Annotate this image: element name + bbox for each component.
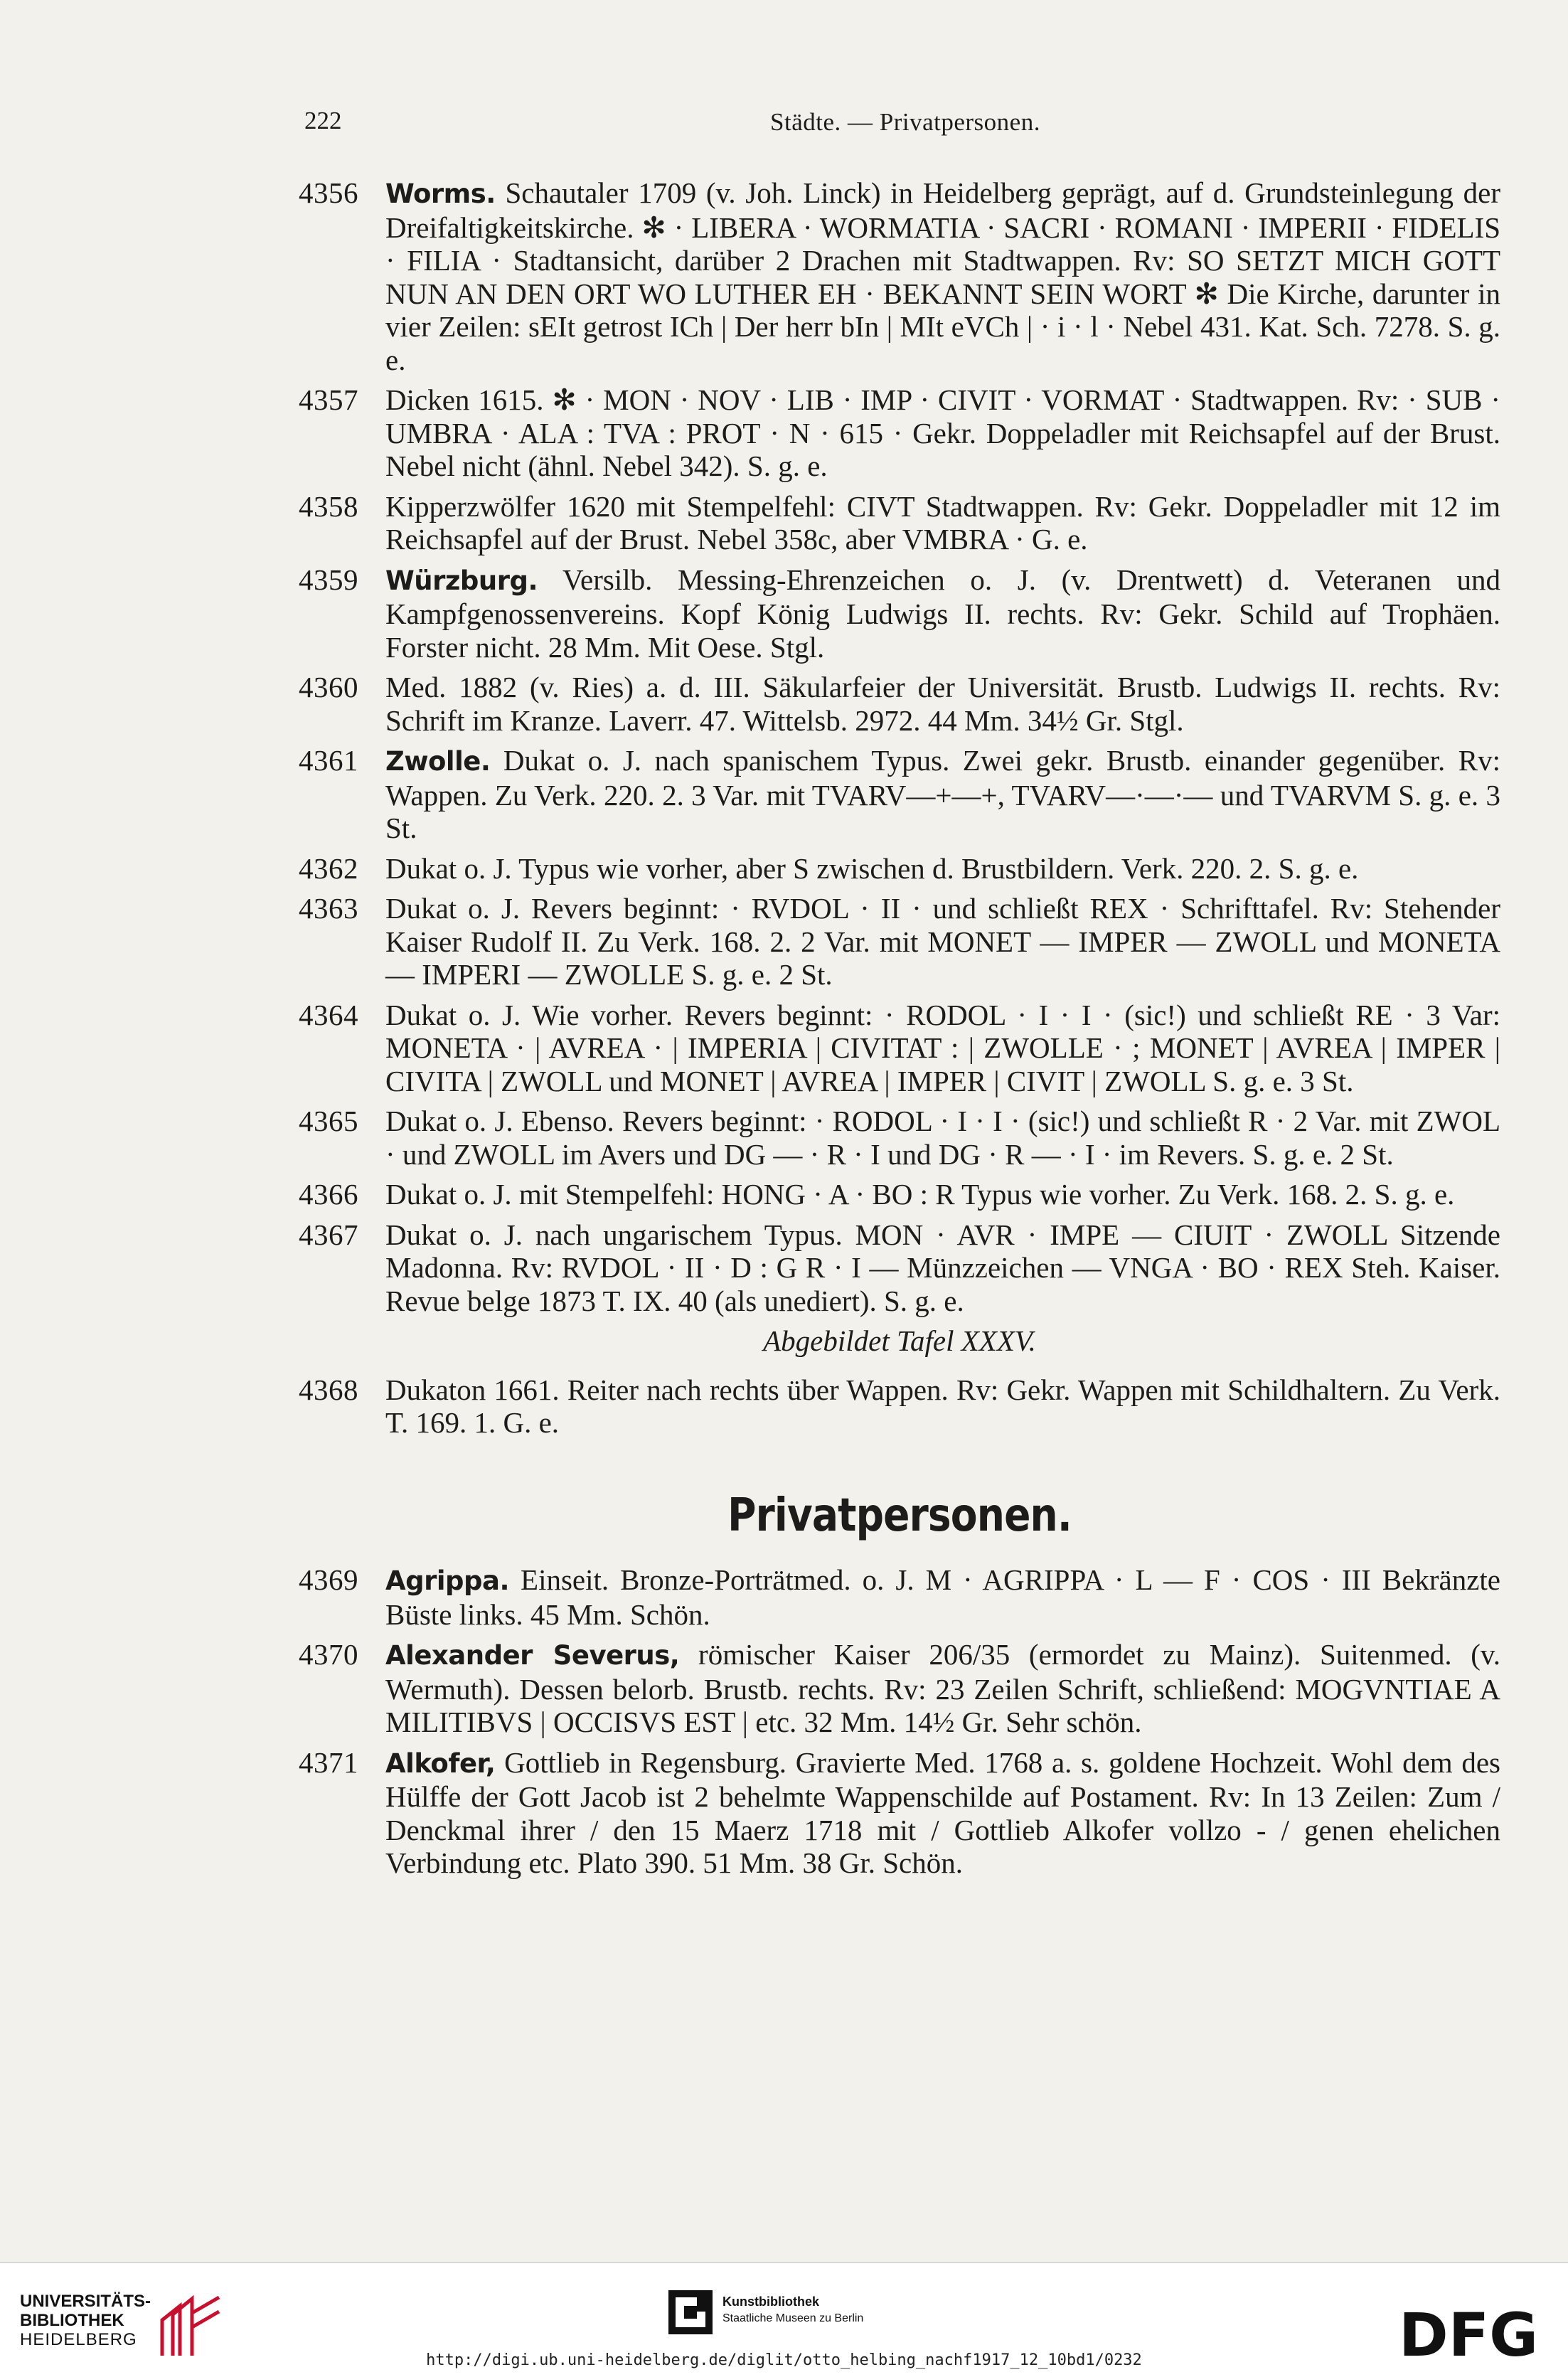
entry-number: 4356 [299, 176, 358, 209]
kunstbibliothek-text [722, 2293, 863, 2327]
entry-number: 4358 [299, 489, 358, 523]
catalogue-entry [299, 1373, 1500, 1440]
entry-number: 4367 [299, 1218, 358, 1251]
entry-description: Dukat o. J. Wie vorher. Revers beginnt: · RODOL · I · I · (sic!) und schließt RE · 3 Var: MONETA · | AVREA · | IMPERIA | CIVITAT : | ZWOLLE · ; MONET | AVREA | IMPER | CIVITA | ZWOLL und MONET | AVREA | IMPER | CIVIT | ZWOLL S. g. e. 3 St. [385, 998, 1500, 1097]
entry-description: Dukat o. J. Revers beginnt: · RVDOL · II · und schließt REX · Schrifttafel. Rv: Stehender Kaiser Rudolf II. Zu Verk. 168. 2. 2 Var. mit MONET — IMPER — ZWOLL und MONETA — IMPERI — ZWOLLE S. g. e. 2 St. [385, 892, 1500, 991]
running-title: Städte. — Privatpersonen. [770, 108, 1040, 136]
section-heading: Privatpersonen. [727, 1489, 1072, 1542]
entry-number: 4360 [299, 671, 358, 703]
entry-number: 4364 [299, 998, 358, 1031]
entry-description: Dukat o. J. nach ungarischem Typus. MON · AVR · IMPE — CIUIT · ZWOLL Sitzende Madonna. Rv: RVDOL · II · D : G R · I — Münzzeichen — VNGA · BO · REX Steh. Kaiser. Revue belge 1873 T. IX. 40 (als unediert). S. g. e. [385, 1218, 1500, 1317]
catalogue-entry [299, 852, 1500, 886]
entry-number: 4366 [299, 1178, 358, 1211]
footer-bar [0, 2262, 1568, 2377]
entry-description: Kipperzwölfer 1620 mit Stempelfehl: CIVT Stadtwappen. Rv: Gekr. Doppeladler mit 12 im Reichsapfel auf der Brust. Nebel 358c, aber VMBRA · G. e. [385, 489, 1500, 555]
entry-description: römischer Kaiser 206/35 (ermordet zu Mainz). Suitenmed. (v. Wermuth). Dessen belorb. Brustb. rechts. Rv: 23 Zeilen Schrift, schließend: MOGVNTIAE A MILITIBVS | OCCISVS EST | etc. 32 Mm. 14½ Gr. Sehr schön. [385, 1638, 1500, 1738]
catalogue-entry [299, 892, 1500, 991]
entry-name: Agrippa. [385, 1565, 510, 1596]
kb-line1: Kunstbibliothek [722, 2294, 819, 2309]
entry-number: 4359 [299, 563, 358, 596]
kb-line2: Staatliche Museen zu Berlin [722, 2312, 864, 2324]
entry-name: Zwolle. [385, 746, 491, 777]
entry-description: Versilb. Messing-Ehrenzeichen o. J. (v. Drentwett) d. Veteranen und Kampfgenossenvereins. Kopf König Ludwigs II. rechts. Rv: Gekr. Schild auf Trophäen. Forster nicht. 28 Mm. Mit Oese. Stgl. [385, 563, 1500, 664]
entry-description: Med. 1882 (v. Ries) a. d. III. Säkularfeier der Universität. Brustb. Ludwigs II. rechts. Rv: Schrift im Kranze. Laverr. 47. Wittelsb. 2972. 44 Mm. 34½ Gr. Stgl. [385, 671, 1500, 737]
catalogue-entry [299, 999, 1500, 1098]
catalogue-entry [299, 671, 1500, 737]
entry-number: 4357 [299, 383, 358, 416]
kunstbibliothek-logo[interactable] [668, 2290, 924, 2340]
entry-number: 4369 [299, 1563, 358, 1596]
catalogue-entry [299, 383, 1500, 483]
ub-logo-line1: UNIVERSITÄTS- [20, 2292, 151, 2311]
catalogue-entry [299, 1563, 1500, 1631]
entries-privatpersonen [299, 1563, 1500, 1880]
entry-number: 4363 [299, 892, 358, 925]
entry-description: Dukat o. J. Typus wie vorher, aber S zwischen d. Brustbildern. Verk. 220. 2. S. g. e. [385, 851, 1359, 885]
entry-description: Einseit. Bronze-Porträtmed. o. J. M · AGRIPPA · L — F · COS · III Bekränzte Büste links. 45 Mm. Schön. [385, 1563, 1500, 1631]
entry-description: Dukat o. J. mit Stempelfehl: HONG · A · BO : R Typus wie vorher. Zu Verk. 168. 2. S. g. e. [385, 1178, 1455, 1211]
entry-name: Worms. [385, 179, 496, 209]
catalogue-content [299, 176, 1500, 1887]
catalogue-entry [299, 1105, 1500, 1171]
entry-number: 4371 [299, 1745, 358, 1779]
entry-description: Dukat o. J. Ebenso. Revers beginnt: · RODOL · I · I · (sic!) und schließt R · 2 Var. mit ZWOL · und ZWOLL im Avers und DG — · R · I und DG · R — · I · im Revers. S. g. e. 2 St. [385, 1105, 1500, 1171]
entries-staedte [299, 176, 1500, 1317]
entry-description: Dukaton 1661. Reiter nach rechts über Wappen. Rv: Gekr. Wappen mit Schildhaltern. Zu Verk. T. 169. 1. G. e. [385, 1373, 1500, 1439]
catalogue-entry [299, 563, 1500, 664]
entry-number: 4365 [299, 1105, 358, 1137]
entry-description: Gottlieb in Regensburg. Gravierte Med. 1768 a. s. goldene Hochzeit. Wohl dem des Hülffe der Gott Jacob ist 2 behelmte Wappenschilde auf Postament. Rv: In 13 Zeilen: Zum / Denckmal ihrer / den 15 Maerz 1718 mit / Gottlieb Alkofer vollzo - / genen ehelichen Verbindung etc. Plato 390. 51 Mm. 38 Gr. Schön. [385, 1745, 1500, 1879]
entry-name: Alkofer, [385, 1748, 496, 1779]
entry-number: 4370 [299, 1638, 358, 1671]
entry-number: 4361 [299, 744, 358, 777]
entry-number: 4368 [299, 1373, 358, 1406]
entry-name: Alexander Severus, [385, 1640, 680, 1671]
catalogue-entry [299, 1218, 1500, 1318]
catalogue-entry [299, 176, 1500, 376]
ub-logo-line3: HEIDELBERG [20, 2330, 137, 2349]
entry-name: Würzburg. [385, 565, 538, 596]
entries-staedte-continued [299, 1373, 1500, 1440]
page-header [304, 107, 1506, 149]
entry-description: Schautaler 1709 (v. Joh. Linck) in Heidelberg geprägt, auf d. Grundsteinlegung der Dreifaltigkeitskirche. ✻ · LIBERA · WORMATIA · SACRI · ROMANI · IMPERII · FIDELIS · FILIA · Stadtansicht, darüber 2 Drachen mit Stadtwappen. Rv: SO SETZT MICH GOTT NUN AN DEN ORT WO LUTHER EH · BEKANNT SEIN WORT ✻ Die Kirche, darunter in vier Zeilen: sEIt getrost ICh | Der herr bIn | MIt eVCh | · i · l · Nebel 431. Kat. Sch. 7278. S. g. e. [385, 176, 1500, 376]
page-number: 222 [304, 107, 342, 134]
ub-logo-text [20, 2292, 151, 2349]
kunstbibliothek-emblem-icon [668, 2290, 713, 2334]
entry-number: 4362 [299, 851, 358, 885]
permalink-url[interactable]: http://digi.ub.uni-heidelberg.de/diglit/otto_helbing_nachf1917_12_10bd1/0232 [426, 2351, 1142, 2369]
ub-logo-line2: BIBLIOTHEK [20, 2311, 124, 2330]
plate-note: Abgebildet Tafel XXXV. [763, 1324, 1036, 1357]
dfg-logo-text: DFG [1398, 2306, 1539, 2363]
catalogue-entry [299, 1638, 1500, 1739]
catalogue-entry [299, 490, 1500, 556]
catalogue-entry [299, 1746, 1500, 1880]
ub-emblem-icon [148, 2292, 226, 2360]
catalogue-entry [299, 744, 1500, 845]
entry-description: Dukat o. J. nach spanischem Typus. Zwei gekr. Brustb. einander gegenüber. Rv: Wappen. Zu Verk. 220. 2. 3 Var. mit TVARV—+—+, TVARV—·—·— und TVARVM S. g. e. 3 St. [385, 744, 1500, 844]
entry-description: Dicken 1615. ✻ · MON · NOV · LIB · IMP · CIVIT · VORMAT · Stadtwappen. Rv: · SUB · UMBRA · ALA : TVA : PROT · N · 615 · Gekr. Doppeladler mit Reichsapfel auf der Brust. Nebel nicht (ähnl. Nebel 342). S. g. e. [385, 383, 1500, 482]
catalogue-entry [299, 1178, 1500, 1211]
